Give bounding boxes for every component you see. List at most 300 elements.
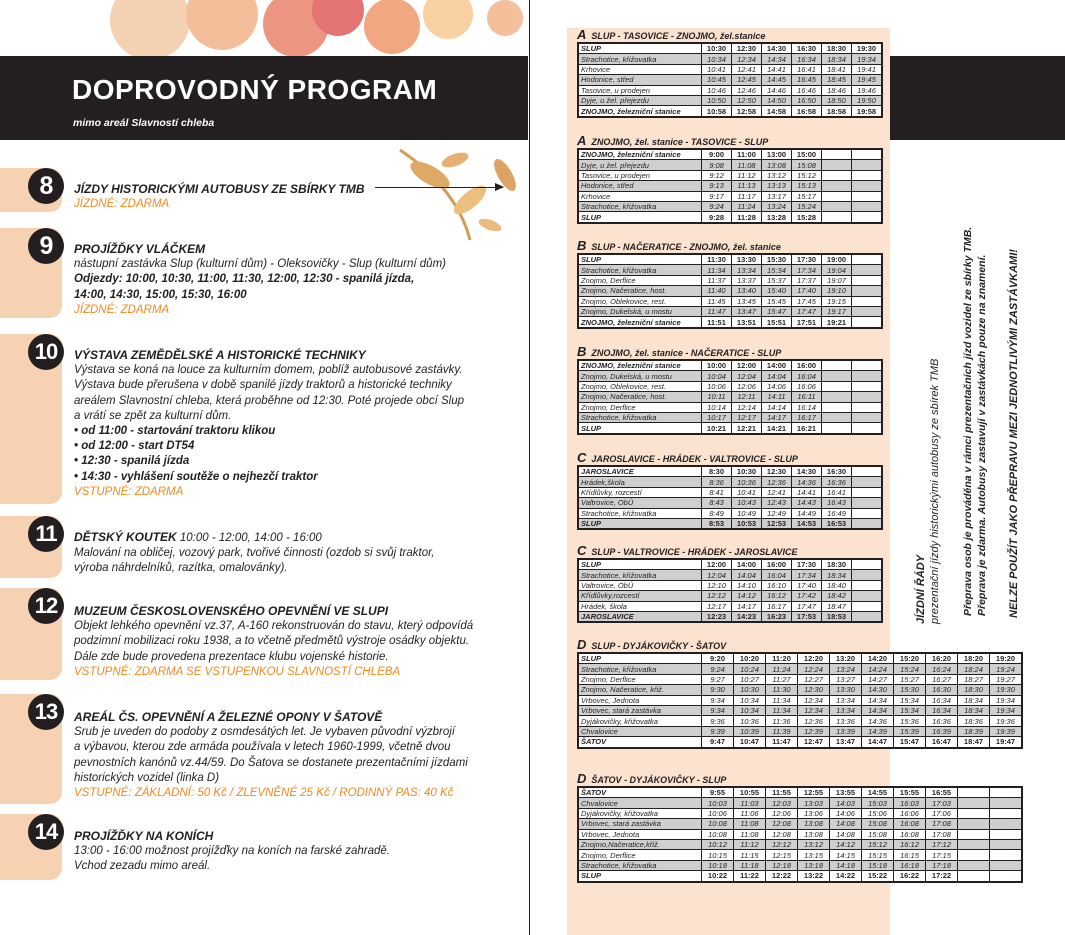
departure-time	[852, 306, 883, 316]
departure-time: 13:15	[798, 850, 830, 860]
timetable-row	[578, 871, 1022, 882]
departure-time: 15:06	[862, 808, 894, 818]
timetable-table	[577, 465, 883, 530]
departure-time: 11:03	[734, 798, 766, 808]
departure-time: 14:30	[762, 43, 792, 54]
departure-time: 18:36	[958, 716, 990, 726]
departure-time: 11:30	[702, 254, 732, 265]
departure-time: 16:04	[792, 371, 822, 381]
departure-time	[852, 487, 883, 497]
stop-name: SLUP	[578, 653, 702, 664]
departure-time: 15:40	[762, 286, 792, 296]
route-letter: B	[577, 344, 587, 359]
program-title: VÝSTAVA ZEMĚDĚLSKÉ A HISTORICKÉ TECHNIKY	[74, 348, 366, 362]
departure-time: 15:03	[862, 798, 894, 808]
timetable-row	[578, 85, 882, 95]
program-number-badge: 13	[28, 694, 64, 730]
departure-time: 13:12	[798, 839, 830, 849]
departure-time: 16:30	[792, 43, 822, 54]
departure-time: 11:51	[702, 317, 732, 328]
stop-name: Krhovice	[578, 64, 702, 74]
departure-time	[822, 160, 852, 170]
departure-time: 14:04	[732, 570, 762, 580]
departure-time: 18:20	[958, 653, 990, 664]
timetable	[577, 28, 883, 118]
departure-time: 14:27	[862, 674, 894, 684]
departure-time: 19:17	[822, 306, 852, 316]
stop-name: SLUP	[578, 43, 702, 54]
stop-name: Vrbovec, stará zastávka	[578, 705, 702, 715]
program-title: PROJÍŽĎKY VLÁČKEM	[74, 242, 206, 256]
departure-time: 13:51	[732, 317, 762, 328]
departure-time: 10:17	[702, 412, 732, 422]
stop-name: Znojmo, Načeratice, host.	[578, 286, 702, 296]
departure-time	[852, 508, 883, 518]
timetable	[577, 451, 883, 530]
departure-time: 11:34	[702, 265, 732, 275]
departure-time: 19:15	[822, 296, 852, 306]
departure-time: 10:39	[734, 726, 766, 736]
departure-time	[822, 392, 852, 402]
departure-time: 9:55	[702, 787, 734, 798]
program-item	[74, 242, 446, 318]
departure-time: 17:51	[792, 317, 822, 328]
departure-time: 15:12	[792, 170, 822, 180]
program-item	[74, 829, 390, 875]
departure-time: 12:06	[732, 381, 762, 391]
timetable-row	[578, 160, 882, 170]
departure-time: 10:34	[734, 695, 766, 705]
stop-name: Strachotice, křižovatka	[578, 54, 702, 64]
timetable-table	[577, 786, 1023, 883]
timetable-table	[577, 359, 883, 435]
stop-name: Tasovice, u prodejen	[578, 170, 702, 180]
departure-time: 14:34	[862, 695, 894, 705]
departure-time: 18:34	[958, 705, 990, 715]
departure-time: 9:28	[702, 212, 732, 223]
timetable-row	[578, 787, 1022, 798]
program-text-line: Dále zde bude provedena prezentace klubu vojenské historie.	[74, 650, 389, 663]
departure-time: 16:04	[762, 570, 792, 580]
stop-name: Dyje, u žel. přejezdu	[578, 95, 702, 105]
departure-time	[990, 850, 1023, 860]
stop-name: Hrádek, škola	[578, 601, 702, 611]
departure-time	[852, 477, 883, 487]
departure-time: 15:51	[762, 317, 792, 328]
departure-time: 12:04	[702, 570, 732, 580]
departure-time: 17:45	[792, 296, 822, 306]
program-price: VSTUPNÉ: ZDARMA	[74, 485, 184, 498]
departure-time: 18:40	[822, 580, 852, 590]
departure-time: 18:46	[822, 85, 852, 95]
departure-time: 17:30	[792, 559, 822, 570]
departure-time	[822, 360, 852, 371]
stop-name: Strachotice, křižovatka	[578, 412, 702, 422]
departure-time: 8:41	[702, 487, 732, 497]
departure-time	[958, 829, 990, 839]
departure-time: 13:17	[762, 191, 792, 201]
departure-time: 10:53	[732, 518, 762, 529]
timetable-row	[578, 275, 882, 285]
departure-time: 15:08	[862, 819, 894, 829]
departure-time: 15:24	[792, 201, 822, 211]
timetable-row	[578, 296, 882, 306]
departure-time: 9:36	[702, 716, 734, 726]
departure-time: 12:14	[732, 402, 762, 412]
route-letter: A	[577, 27, 587, 42]
departure-time: 10:06	[702, 808, 734, 818]
departure-time: 16:12	[762, 591, 792, 601]
departure-time: 9:30	[702, 685, 734, 695]
departure-time: 10:30	[732, 466, 762, 477]
departure-time: 10:34	[734, 705, 766, 715]
departure-time: 15:39	[894, 726, 926, 736]
departure-time: 12:41	[762, 487, 792, 497]
timetable-row	[578, 518, 882, 529]
departure-time: 16:24	[926, 664, 958, 674]
departure-time: 14:03	[830, 798, 862, 808]
departure-time: 13:55	[830, 787, 862, 798]
timetable-row	[578, 201, 882, 211]
departure-time: 10:27	[734, 674, 766, 684]
timetable-row	[578, 381, 882, 391]
timetable-row	[578, 149, 882, 160]
departure-time: 10:34	[702, 54, 732, 64]
timetable-table	[577, 558, 883, 623]
departure-time: 10:04	[702, 371, 732, 381]
departure-time: 13:47	[732, 306, 762, 316]
stop-name: Dyje, u žel. přejezdu	[578, 160, 702, 170]
departure-time: 11:15	[734, 850, 766, 860]
timetable	[577, 544, 883, 623]
route-letter: B	[577, 238, 587, 253]
departure-time: 10:22	[702, 871, 734, 882]
timetable-row	[578, 498, 882, 508]
arrow-right-icon	[375, 187, 503, 188]
departure-time	[958, 819, 990, 829]
departure-time: 10:55	[734, 787, 766, 798]
program-departures: Odjezdy: 10:00, 10:30, 11:00, 11:30, 12:00, 12:30 - spanilá jízda,	[74, 273, 415, 286]
stop-name: SLUP	[578, 559, 702, 570]
departure-time: 14:11	[762, 392, 792, 402]
departure-time: 16:21	[792, 423, 822, 434]
timetable-row	[578, 254, 882, 265]
departure-time: 19:34	[990, 695, 1023, 705]
departure-time: 12:11	[732, 392, 762, 402]
timetable-row	[578, 726, 1022, 736]
departure-time: 16:14	[792, 402, 822, 412]
timetable	[577, 345, 883, 435]
departure-time	[958, 860, 990, 870]
stop-name: Strachotice, křižovatka	[578, 201, 702, 211]
departure-time: 13:30	[830, 685, 862, 695]
departure-time: 16:15	[894, 850, 926, 860]
timetable-row	[578, 170, 882, 180]
departure-time: 17:42	[792, 591, 822, 601]
departure-time: 15:18	[862, 860, 894, 870]
departure-time: 14:41	[792, 487, 822, 497]
departure-time: 12:58	[732, 106, 762, 117]
stop-name: Hrádek,škola	[578, 477, 702, 487]
departure-time: 11:12	[732, 170, 762, 180]
departure-time: 14:34	[762, 54, 792, 64]
departure-time	[852, 160, 883, 170]
departure-time: 16:08	[894, 829, 926, 839]
departure-time: 17:34	[792, 265, 822, 275]
departure-time: 19:34	[990, 705, 1023, 715]
program-price: JÍZDNÉ: ZDARMA	[74, 303, 170, 316]
departure-time: 15:12	[862, 839, 894, 849]
departure-time: 14:20	[862, 653, 894, 664]
departure-time: 16:00	[792, 360, 822, 371]
departure-time: 11:24	[766, 664, 798, 674]
departure-time: 15:30	[894, 685, 926, 695]
route-title: SLUP - DYJÁKOVIČKY - ŠATOV	[591, 641, 727, 651]
timetable	[577, 638, 1023, 749]
timetable-row	[578, 487, 882, 497]
departure-time: 13:06	[798, 808, 830, 818]
departure-time: 13:39	[830, 726, 862, 736]
departure-time: 14:36	[792, 477, 822, 487]
departure-time: 16:49	[822, 508, 852, 518]
departure-time: 9:20	[702, 653, 734, 664]
departure-time: 14:18	[830, 860, 862, 870]
route-letter: C	[577, 543, 587, 558]
departure-time: 11:08	[732, 160, 762, 170]
timetable-row	[578, 286, 882, 296]
timetable-row	[578, 674, 1022, 684]
departure-time: 11:45	[702, 296, 732, 306]
departure-time: 12:53	[762, 518, 792, 529]
departure-time: 19:34	[852, 54, 883, 64]
stop-name: Znojmo, Načeratice, host.	[578, 392, 702, 402]
departure-time	[990, 829, 1023, 839]
departure-time: 16:58	[792, 106, 822, 117]
departure-time: 8:49	[702, 508, 732, 518]
departure-time	[852, 392, 883, 402]
route-title: ZNOJMO, žel. stanice - NAČERATICE - SLUP	[591, 348, 782, 358]
departure-time: 10:50	[702, 95, 732, 105]
departure-time: 12:17	[732, 412, 762, 422]
departure-time: 11:17	[732, 191, 762, 201]
departure-time: 18:34	[822, 570, 852, 580]
timetable-row	[578, 798, 1022, 808]
departure-time: 16:11	[792, 392, 822, 402]
departure-time: 15:45	[762, 296, 792, 306]
departure-time: 11:27	[766, 674, 798, 684]
departure-time: 11:39	[766, 726, 798, 736]
timetable-row	[578, 716, 1022, 726]
departure-time: 16:55	[926, 787, 958, 798]
transport-warning: NELZE POUŽÍT JAKO PŘEPRAVU MEZI JEDNOTLIVÝMI ZASTÁVKAMI!	[1008, 249, 1020, 618]
departure-time: 12:24	[798, 664, 830, 674]
departure-time: 11:22	[734, 871, 766, 882]
departure-time: 14:06	[762, 381, 792, 391]
departure-time: 15:13	[792, 181, 822, 191]
departure-time: 14:06	[830, 808, 862, 818]
departure-time	[852, 611, 883, 622]
departure-time	[852, 254, 883, 265]
program-schedule-item: • od 11:00 - startování traktoru klikou	[74, 425, 276, 438]
departure-time: 12:12	[766, 839, 798, 849]
program-text-line: pevnostních kanónů vz.44/59. Do Šatova se dostanete prezentačními jízdami	[74, 756, 468, 769]
departure-time: 12:15	[766, 850, 798, 860]
departure-time: 18:53	[822, 611, 852, 622]
departure-time: 12:23	[702, 611, 732, 622]
timetable-heading	[577, 544, 883, 558]
departure-time: 12:36	[798, 716, 830, 726]
departure-time: 16:00	[762, 559, 792, 570]
departure-time: 11:47	[702, 306, 732, 316]
timetable-row	[578, 829, 1022, 839]
timetable	[577, 772, 1023, 883]
departure-time: 16:03	[894, 798, 926, 808]
timetable-heading	[577, 772, 1023, 786]
timetable-row	[578, 653, 1022, 664]
stop-name: Křídlůvky,rozcestí	[578, 591, 702, 601]
timetable-heading	[577, 134, 883, 148]
departure-time: 14:08	[830, 829, 862, 839]
departure-time: 12:36	[762, 477, 792, 487]
departure-time	[990, 787, 1023, 798]
stop-name: Znojmo, Derflice	[578, 674, 702, 684]
departure-time: 11:12	[734, 839, 766, 849]
program-number-badge: 8	[28, 168, 64, 204]
departure-time: 17:03	[926, 798, 958, 808]
departure-time	[852, 181, 883, 191]
departure-time: 15:28	[792, 212, 822, 223]
stop-name: Znojmo,Načeratice,křiž.	[578, 839, 702, 849]
departure-time: 12:47	[798, 737, 830, 748]
departure-time: 10:21	[702, 423, 732, 434]
stop-name: Hodonice, střed	[578, 181, 702, 191]
departure-time: 17:06	[926, 808, 958, 818]
departure-time: 14:00	[732, 559, 762, 570]
departure-time: 15:55	[894, 787, 926, 798]
departure-time: 18:50	[822, 95, 852, 105]
departure-time: 15:22	[862, 871, 894, 882]
program-text-line: historických vozidel (linka D)	[74, 771, 220, 784]
timetable-heading	[577, 239, 883, 253]
stop-name: Strachotice, křižovatka	[578, 570, 702, 580]
departure-time	[852, 570, 883, 580]
departure-time: 17:08	[926, 829, 958, 839]
departure-time: 14:24	[862, 664, 894, 674]
stop-name: Krhovice	[578, 191, 702, 201]
program-title: MUZEUM ČESKOSLOVENSKÉHO OPEVNĚNÍ VE SLUPI	[74, 604, 389, 618]
departure-time: 11:18	[734, 860, 766, 870]
departure-time	[822, 381, 852, 391]
timetables-title: JÍZDNÍ ŘÁDY	[915, 554, 927, 624]
departure-time: 14:47	[862, 737, 894, 748]
stop-name: Znojmo, Dukelská, u mostu	[578, 371, 702, 381]
departure-time: 14:36	[862, 716, 894, 726]
timetable-row	[578, 477, 882, 487]
route-letter: D	[577, 771, 587, 786]
departure-time: 13:30	[732, 254, 762, 265]
timetable-row	[578, 580, 882, 590]
program-text-line: Vchod zezadu mimo areál.	[74, 860, 211, 873]
program-text-line: podzimní mobilizaci roku 1938, a to včetně předmětů výstroje osádky objektu.	[74, 635, 470, 648]
departure-time: 13:24	[762, 201, 792, 211]
departure-time: 14:12	[732, 591, 762, 601]
departure-time: 19:58	[852, 106, 883, 117]
departure-time: 9:00	[702, 149, 732, 160]
program-schedule-item: • 14:30 - vyhlášení soutěže o nejhezčí traktor	[74, 470, 318, 483]
departure-time: 15:08	[862, 829, 894, 839]
route-letter: D	[577, 637, 587, 652]
departure-time: 18:30	[958, 685, 990, 695]
timetable-row	[578, 850, 1022, 860]
program-title: DĚTSKÝ KOUTEK	[74, 530, 177, 544]
stop-name: SLUP	[578, 212, 702, 223]
departure-time: 11:20	[766, 653, 798, 664]
stop-name: Chvalovice	[578, 726, 702, 736]
stop-name: JAROSLAVICE	[578, 466, 702, 477]
stop-name: Znojmo, Načeratice, křiž.	[578, 685, 702, 695]
departure-time	[822, 212, 852, 223]
program-text-line: výroba náhrdelníků, razítka, omalovánky).	[74, 562, 288, 575]
departure-time: 17:22	[926, 871, 958, 882]
departure-time: 12:12	[702, 591, 732, 601]
departure-time: 17:37	[792, 275, 822, 285]
departure-time	[852, 265, 883, 275]
transport-note: Přeprava je zdarma. Autobusy zastavují v zastávkách pouze na znamení.	[975, 254, 988, 616]
departure-time: 12:50	[732, 95, 762, 105]
departure-time: 19:24	[990, 664, 1023, 674]
stop-name: Znojmo, Derflice	[578, 275, 702, 285]
departure-time: 8:36	[702, 477, 732, 487]
departure-time: 14:08	[830, 819, 862, 829]
departure-time: 14:46	[762, 85, 792, 95]
departure-time	[852, 518, 883, 529]
departure-time: 13:47	[830, 737, 862, 748]
stop-name: Znojmo, Derflice	[578, 402, 702, 412]
timetable-row	[578, 591, 882, 601]
departure-time: 16:17	[762, 601, 792, 611]
route-letter: A	[577, 133, 587, 148]
timetable-row	[578, 808, 1022, 818]
program-item	[74, 348, 464, 500]
program-title: JÍZDY HISTORICKÝMI AUTOBUSY ZE SBÍRKY TMB	[74, 182, 365, 196]
departure-time: 14:04	[762, 371, 792, 381]
departure-time: 19:10	[822, 286, 852, 296]
departure-time: 11:28	[732, 212, 762, 223]
departure-time: 15:17	[792, 191, 822, 201]
departure-time: 10:30	[702, 43, 732, 54]
departure-time: 10:43	[732, 498, 762, 508]
program-number-badge: 9	[28, 228, 64, 264]
stop-name: Znojmo, Dukelská, u mostu	[578, 306, 702, 316]
departure-time	[852, 360, 883, 371]
departure-time: 16:34	[926, 695, 958, 705]
route-title: SLUP - VALTROVICE - HRÁDEK - JAROSLAVICE	[591, 547, 798, 557]
departure-time: 16:50	[792, 95, 822, 105]
departure-time	[852, 381, 883, 391]
timetable-row	[578, 371, 882, 381]
timetable-row	[578, 737, 1022, 748]
departure-time: 14:53	[792, 518, 822, 529]
departure-time: 10:24	[734, 664, 766, 674]
departure-time: 12:30	[798, 685, 830, 695]
program-item	[74, 182, 364, 212]
departure-time: 16:34	[792, 54, 822, 64]
departure-time	[822, 201, 852, 211]
departure-time: 10:36	[734, 716, 766, 726]
departure-time: 8:43	[702, 498, 732, 508]
departure-time: 10:14	[702, 402, 732, 412]
program-item	[74, 604, 473, 680]
